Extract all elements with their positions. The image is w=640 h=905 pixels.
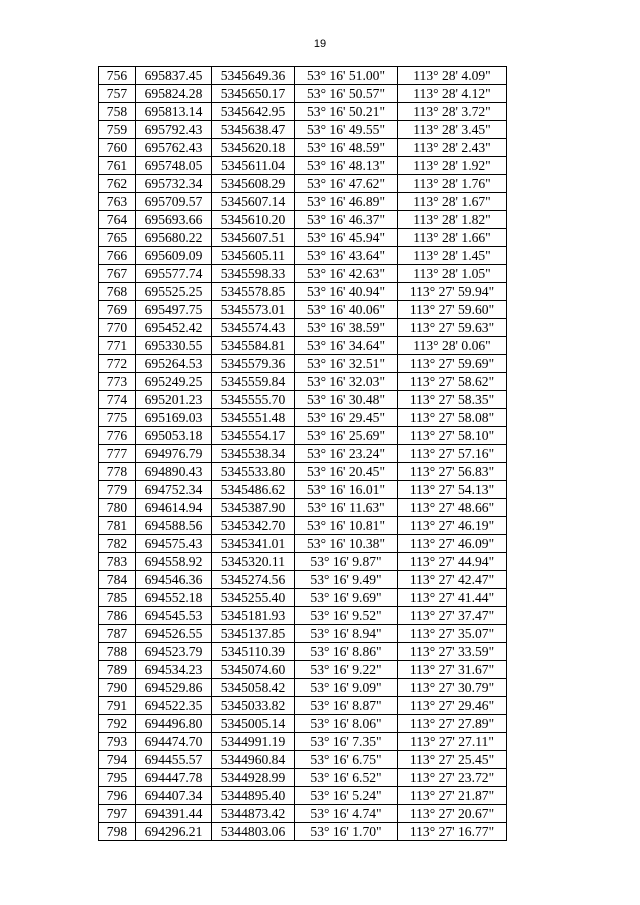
easting-cell: 695452.42 bbox=[136, 319, 212, 337]
longitude-cell: 113° 27' 58.35" bbox=[398, 391, 507, 409]
longitude-cell: 113° 27' 48.66" bbox=[398, 499, 507, 517]
table-row bbox=[99, 175, 507, 193]
point-number-cell: 792 bbox=[99, 715, 136, 733]
latitude-cell: 53° 16' 9.09" bbox=[295, 679, 398, 697]
latitude-cell: 53° 16' 5.24" bbox=[295, 787, 398, 805]
latitude-cell: 53° 16' 8.87" bbox=[295, 697, 398, 715]
northing-cell: 5345579.36 bbox=[212, 355, 295, 373]
latitude-cell: 53° 16' 38.59" bbox=[295, 319, 398, 337]
latitude-cell: 53° 16' 25.69" bbox=[295, 427, 398, 445]
easting-cell: 694391.44 bbox=[136, 805, 212, 823]
point-number-cell: 769 bbox=[99, 301, 136, 319]
easting-cell: 695680.22 bbox=[136, 229, 212, 247]
point-number-cell: 775 bbox=[99, 409, 136, 427]
table-row bbox=[99, 607, 507, 625]
table-row bbox=[99, 67, 507, 85]
table-row bbox=[99, 535, 507, 553]
longitude-cell: 113° 28' 0.06" bbox=[398, 337, 507, 355]
table-row bbox=[99, 139, 507, 157]
northing-cell: 5345584.81 bbox=[212, 337, 295, 355]
latitude-cell: 53° 16' 47.62" bbox=[295, 175, 398, 193]
table-row bbox=[99, 679, 507, 697]
latitude-cell: 53° 16' 9.69" bbox=[295, 589, 398, 607]
table-row bbox=[99, 661, 507, 679]
table-row bbox=[99, 733, 507, 751]
northing-cell: 5345574.43 bbox=[212, 319, 295, 337]
longitude-cell: 113° 27' 41.44" bbox=[398, 589, 507, 607]
table-row bbox=[99, 697, 507, 715]
latitude-cell: 53° 16' 49.55" bbox=[295, 121, 398, 139]
latitude-cell: 53° 16' 7.35" bbox=[295, 733, 398, 751]
easting-cell: 695053.18 bbox=[136, 427, 212, 445]
northing-cell: 5345137.85 bbox=[212, 625, 295, 643]
northing-cell: 5345605.11 bbox=[212, 247, 295, 265]
table-row bbox=[99, 193, 507, 211]
longitude-cell: 113° 27' 59.63" bbox=[398, 319, 507, 337]
latitude-cell: 53° 16' 6.75" bbox=[295, 751, 398, 769]
latitude-cell: 53° 16' 42.63" bbox=[295, 265, 398, 283]
northing-cell: 5345033.82 bbox=[212, 697, 295, 715]
northing-cell: 5345551.48 bbox=[212, 409, 295, 427]
easting-cell: 695497.75 bbox=[136, 301, 212, 319]
northing-cell: 5345110.39 bbox=[212, 643, 295, 661]
point-number-cell: 771 bbox=[99, 337, 136, 355]
easting-cell: 695732.34 bbox=[136, 175, 212, 193]
table-row bbox=[99, 103, 507, 121]
easting-cell: 694447.78 bbox=[136, 769, 212, 787]
northing-cell: 5345554.17 bbox=[212, 427, 295, 445]
longitude-cell: 113° 27' 31.67" bbox=[398, 661, 507, 679]
latitude-cell: 53° 16' 48.13" bbox=[295, 157, 398, 175]
latitude-cell: 53° 16' 8.94" bbox=[295, 625, 398, 643]
table-row bbox=[99, 517, 507, 535]
easting-cell: 695792.43 bbox=[136, 121, 212, 139]
point-number-cell: 786 bbox=[99, 607, 136, 625]
table-row bbox=[99, 751, 507, 769]
longitude-cell: 113° 28' 1.45" bbox=[398, 247, 507, 265]
longitude-cell: 113° 27' 42.47" bbox=[398, 571, 507, 589]
latitude-cell: 53° 16' 32.51" bbox=[295, 355, 398, 373]
easting-cell: 695609.09 bbox=[136, 247, 212, 265]
northing-cell: 5345620.18 bbox=[212, 139, 295, 157]
longitude-cell: 113° 28' 1.67" bbox=[398, 193, 507, 211]
longitude-cell: 113° 27' 23.72" bbox=[398, 769, 507, 787]
easting-cell: 695748.05 bbox=[136, 157, 212, 175]
easting-cell: 694552.18 bbox=[136, 589, 212, 607]
easting-cell: 695201.23 bbox=[136, 391, 212, 409]
northing-cell: 5344991.19 bbox=[212, 733, 295, 751]
easting-cell: 695709.57 bbox=[136, 193, 212, 211]
easting-cell: 695824.28 bbox=[136, 85, 212, 103]
latitude-cell: 53° 16' 6.52" bbox=[295, 769, 398, 787]
northing-cell: 5344873.42 bbox=[212, 805, 295, 823]
latitude-cell: 53° 16' 20.45" bbox=[295, 463, 398, 481]
longitude-cell: 113° 28' 2.43" bbox=[398, 139, 507, 157]
point-number-cell: 756 bbox=[99, 67, 136, 85]
table-row bbox=[99, 391, 507, 409]
point-number-cell: 795 bbox=[99, 769, 136, 787]
point-number-cell: 766 bbox=[99, 247, 136, 265]
longitude-cell: 113° 27' 59.69" bbox=[398, 355, 507, 373]
northing-cell: 5345058.42 bbox=[212, 679, 295, 697]
latitude-cell: 53° 16' 32.03" bbox=[295, 373, 398, 391]
easting-cell: 695249.25 bbox=[136, 373, 212, 391]
point-number-cell: 772 bbox=[99, 355, 136, 373]
latitude-cell: 53° 16' 16.01" bbox=[295, 481, 398, 499]
table-row bbox=[99, 445, 507, 463]
northing-cell: 5345649.36 bbox=[212, 67, 295, 85]
latitude-cell: 53° 16' 1.70" bbox=[295, 823, 398, 841]
longitude-cell: 113° 27' 57.16" bbox=[398, 445, 507, 463]
easting-cell: 695525.25 bbox=[136, 283, 212, 301]
northing-cell: 5345255.40 bbox=[212, 589, 295, 607]
point-number-cell: 762 bbox=[99, 175, 136, 193]
point-number-cell: 778 bbox=[99, 463, 136, 481]
northing-cell: 5345642.95 bbox=[212, 103, 295, 121]
easting-cell: 695813.14 bbox=[136, 103, 212, 121]
easting-cell: 695264.53 bbox=[136, 355, 212, 373]
northing-cell: 5345573.01 bbox=[212, 301, 295, 319]
latitude-cell: 53° 16' 8.06" bbox=[295, 715, 398, 733]
table-row bbox=[99, 769, 507, 787]
point-number-cell: 767 bbox=[99, 265, 136, 283]
northing-cell: 5345555.70 bbox=[212, 391, 295, 409]
table-row bbox=[99, 121, 507, 139]
point-number-cell: 779 bbox=[99, 481, 136, 499]
table-row bbox=[99, 571, 507, 589]
table-row bbox=[99, 643, 507, 661]
northing-cell: 5345342.70 bbox=[212, 517, 295, 535]
easting-cell: 694522.35 bbox=[136, 697, 212, 715]
table-row bbox=[99, 355, 507, 373]
northing-cell: 5345074.60 bbox=[212, 661, 295, 679]
longitude-cell: 113° 27' 30.79" bbox=[398, 679, 507, 697]
northing-cell: 5345274.56 bbox=[212, 571, 295, 589]
northing-cell: 5345486.62 bbox=[212, 481, 295, 499]
table-row bbox=[99, 247, 507, 265]
table-row bbox=[99, 481, 507, 499]
table-row bbox=[99, 715, 507, 733]
latitude-cell: 53° 16' 43.64" bbox=[295, 247, 398, 265]
point-number-cell: 776 bbox=[99, 427, 136, 445]
longitude-cell: 113° 28' 1.76" bbox=[398, 175, 507, 193]
point-number-cell: 764 bbox=[99, 211, 136, 229]
longitude-cell: 113° 27' 44.94" bbox=[398, 553, 507, 571]
easting-cell: 694296.21 bbox=[136, 823, 212, 841]
latitude-cell: 53° 16' 10.81" bbox=[295, 517, 398, 535]
point-number-cell: 790 bbox=[99, 679, 136, 697]
easting-cell: 694976.79 bbox=[136, 445, 212, 463]
easting-cell: 694474.70 bbox=[136, 733, 212, 751]
northing-cell: 5345387.90 bbox=[212, 499, 295, 517]
longitude-cell: 113° 27' 25.45" bbox=[398, 751, 507, 769]
table-row bbox=[99, 463, 507, 481]
easting-cell: 695330.55 bbox=[136, 337, 212, 355]
point-number-cell: 797 bbox=[99, 805, 136, 823]
easting-cell: 694890.43 bbox=[136, 463, 212, 481]
easting-cell: 694558.92 bbox=[136, 553, 212, 571]
table-row bbox=[99, 373, 507, 391]
longitude-cell: 113° 28' 1.05" bbox=[398, 265, 507, 283]
point-number-cell: 760 bbox=[99, 139, 136, 157]
latitude-cell: 53° 16' 9.49" bbox=[295, 571, 398, 589]
longitude-cell: 113° 28' 1.82" bbox=[398, 211, 507, 229]
longitude-cell: 113° 27' 59.94" bbox=[398, 283, 507, 301]
longitude-cell: 113° 27' 27.11" bbox=[398, 733, 507, 751]
latitude-cell: 53° 16' 40.06" bbox=[295, 301, 398, 319]
easting-cell: 694496.80 bbox=[136, 715, 212, 733]
northing-cell: 5345611.04 bbox=[212, 157, 295, 175]
northing-cell: 5345005.14 bbox=[212, 715, 295, 733]
northing-cell: 5345538.34 bbox=[212, 445, 295, 463]
longitude-cell: 113° 27' 37.47" bbox=[398, 607, 507, 625]
northing-cell: 5345598.33 bbox=[212, 265, 295, 283]
latitude-cell: 53° 16' 46.89" bbox=[295, 193, 398, 211]
easting-cell: 694752.34 bbox=[136, 481, 212, 499]
point-number-cell: 782 bbox=[99, 535, 136, 553]
longitude-cell: 113° 27' 58.62" bbox=[398, 373, 507, 391]
point-number-cell: 765 bbox=[99, 229, 136, 247]
point-number-cell: 758 bbox=[99, 103, 136, 121]
longitude-cell: 113° 27' 46.19" bbox=[398, 517, 507, 535]
table-row bbox=[99, 211, 507, 229]
table-row bbox=[99, 229, 507, 247]
latitude-cell: 53° 16' 45.94" bbox=[295, 229, 398, 247]
latitude-cell: 53° 16' 40.94" bbox=[295, 283, 398, 301]
longitude-cell: 113° 27' 46.09" bbox=[398, 535, 507, 553]
latitude-cell: 53° 16' 30.48" bbox=[295, 391, 398, 409]
northing-cell: 5344928.99 bbox=[212, 769, 295, 787]
longitude-cell: 113° 27' 54.13" bbox=[398, 481, 507, 499]
latitude-cell: 53° 16' 9.52" bbox=[295, 607, 398, 625]
easting-cell: 694523.79 bbox=[136, 643, 212, 661]
longitude-cell: 113° 28' 1.92" bbox=[398, 157, 507, 175]
latitude-cell: 53° 16' 51.00" bbox=[295, 67, 398, 85]
latitude-cell: 53° 16' 34.64" bbox=[295, 337, 398, 355]
longitude-cell: 113° 27' 58.08" bbox=[398, 409, 507, 427]
latitude-cell: 53° 16' 29.45" bbox=[295, 409, 398, 427]
table-row bbox=[99, 427, 507, 445]
easting-cell: 695693.66 bbox=[136, 211, 212, 229]
longitude-cell: 113° 28' 3.45" bbox=[398, 121, 507, 139]
easting-cell: 694545.53 bbox=[136, 607, 212, 625]
easting-cell: 695577.74 bbox=[136, 265, 212, 283]
latitude-cell: 53° 16' 50.57" bbox=[295, 85, 398, 103]
longitude-cell: 113° 28' 4.12" bbox=[398, 85, 507, 103]
point-number-cell: 774 bbox=[99, 391, 136, 409]
point-number-cell: 785 bbox=[99, 589, 136, 607]
latitude-cell: 53° 16' 11.63" bbox=[295, 499, 398, 517]
latitude-cell: 53° 16' 10.38" bbox=[295, 535, 398, 553]
point-number-cell: 794 bbox=[99, 751, 136, 769]
northing-cell: 5345559.84 bbox=[212, 373, 295, 391]
latitude-cell: 53° 16' 9.22" bbox=[295, 661, 398, 679]
northing-cell: 5345181.93 bbox=[212, 607, 295, 625]
northing-cell: 5345320.11 bbox=[212, 553, 295, 571]
coordinates-table bbox=[98, 66, 507, 841]
table-row bbox=[99, 337, 507, 355]
longitude-cell: 113° 28' 3.72" bbox=[398, 103, 507, 121]
table-row bbox=[99, 787, 507, 805]
point-number-cell: 780 bbox=[99, 499, 136, 517]
easting-cell: 694529.86 bbox=[136, 679, 212, 697]
northing-cell: 5345650.17 bbox=[212, 85, 295, 103]
longitude-cell: 113° 27' 16.77" bbox=[398, 823, 507, 841]
point-number-cell: 763 bbox=[99, 193, 136, 211]
latitude-cell: 53° 16' 4.74" bbox=[295, 805, 398, 823]
northing-cell: 5344803.06 bbox=[212, 823, 295, 841]
easting-cell: 694407.34 bbox=[136, 787, 212, 805]
table-row bbox=[99, 157, 507, 175]
longitude-cell: 113° 27' 27.89" bbox=[398, 715, 507, 733]
point-number-cell: 759 bbox=[99, 121, 136, 139]
latitude-cell: 53° 16' 8.86" bbox=[295, 643, 398, 661]
page-number: 19 bbox=[313, 38, 327, 50]
northing-cell: 5345608.29 bbox=[212, 175, 295, 193]
easting-cell: 694534.23 bbox=[136, 661, 212, 679]
table-body bbox=[99, 67, 507, 841]
northing-cell: 5344895.40 bbox=[212, 787, 295, 805]
latitude-cell: 53° 16' 23.24" bbox=[295, 445, 398, 463]
longitude-cell: 113° 27' 33.59" bbox=[398, 643, 507, 661]
longitude-cell: 113° 27' 29.46" bbox=[398, 697, 507, 715]
longitude-cell: 113° 27' 35.07" bbox=[398, 625, 507, 643]
point-number-cell: 789 bbox=[99, 661, 136, 679]
northing-cell: 5345578.85 bbox=[212, 283, 295, 301]
point-number-cell: 798 bbox=[99, 823, 136, 841]
easting-cell: 695837.45 bbox=[136, 67, 212, 85]
latitude-cell: 53° 16' 50.21" bbox=[295, 103, 398, 121]
longitude-cell: 113° 27' 59.60" bbox=[398, 301, 507, 319]
point-number-cell: 757 bbox=[99, 85, 136, 103]
latitude-cell: 53° 16' 9.87" bbox=[295, 553, 398, 571]
point-number-cell: 796 bbox=[99, 787, 136, 805]
longitude-cell: 113° 27' 21.87" bbox=[398, 787, 507, 805]
easting-cell: 694614.94 bbox=[136, 499, 212, 517]
longitude-cell: 113° 28' 4.09" bbox=[398, 67, 507, 85]
easting-cell: 694546.36 bbox=[136, 571, 212, 589]
easting-cell: 694455.57 bbox=[136, 751, 212, 769]
table-row bbox=[99, 553, 507, 571]
point-number-cell: 793 bbox=[99, 733, 136, 751]
easting-cell: 694526.55 bbox=[136, 625, 212, 643]
table-row bbox=[99, 319, 507, 337]
table-row bbox=[99, 823, 507, 841]
latitude-cell: 53° 16' 48.59" bbox=[295, 139, 398, 157]
table-row bbox=[99, 409, 507, 427]
longitude-cell: 113° 27' 58.10" bbox=[398, 427, 507, 445]
table-row bbox=[99, 625, 507, 643]
easting-cell: 694575.43 bbox=[136, 535, 212, 553]
point-number-cell: 770 bbox=[99, 319, 136, 337]
point-number-cell: 777 bbox=[99, 445, 136, 463]
northing-cell: 5345533.80 bbox=[212, 463, 295, 481]
northing-cell: 5345341.01 bbox=[212, 535, 295, 553]
table-row bbox=[99, 265, 507, 283]
point-number-cell: 781 bbox=[99, 517, 136, 535]
point-number-cell: 788 bbox=[99, 643, 136, 661]
point-number-cell: 787 bbox=[99, 625, 136, 643]
northing-cell: 5344960.84 bbox=[212, 751, 295, 769]
longitude-cell: 113° 27' 20.67" bbox=[398, 805, 507, 823]
northing-cell: 5345607.51 bbox=[212, 229, 295, 247]
point-number-cell: 761 bbox=[99, 157, 136, 175]
latitude-cell: 53° 16' 46.37" bbox=[295, 211, 398, 229]
longitude-cell: 113° 27' 56.83" bbox=[398, 463, 507, 481]
point-number-cell: 783 bbox=[99, 553, 136, 571]
northing-cell: 5345607.14 bbox=[212, 193, 295, 211]
point-number-cell: 784 bbox=[99, 571, 136, 589]
point-number-cell: 768 bbox=[99, 283, 136, 301]
point-number-cell: 791 bbox=[99, 697, 136, 715]
point-number-cell: 773 bbox=[99, 373, 136, 391]
table-row bbox=[99, 301, 507, 319]
easting-cell: 695762.43 bbox=[136, 139, 212, 157]
table-row bbox=[99, 805, 507, 823]
table-row bbox=[99, 85, 507, 103]
easting-cell: 694588.56 bbox=[136, 517, 212, 535]
northing-cell: 5345638.47 bbox=[212, 121, 295, 139]
table-row bbox=[99, 283, 507, 301]
northing-cell: 5345610.20 bbox=[212, 211, 295, 229]
table-row bbox=[99, 499, 507, 517]
table-row bbox=[99, 589, 507, 607]
easting-cell: 695169.03 bbox=[136, 409, 212, 427]
longitude-cell: 113° 28' 1.66" bbox=[398, 229, 507, 247]
